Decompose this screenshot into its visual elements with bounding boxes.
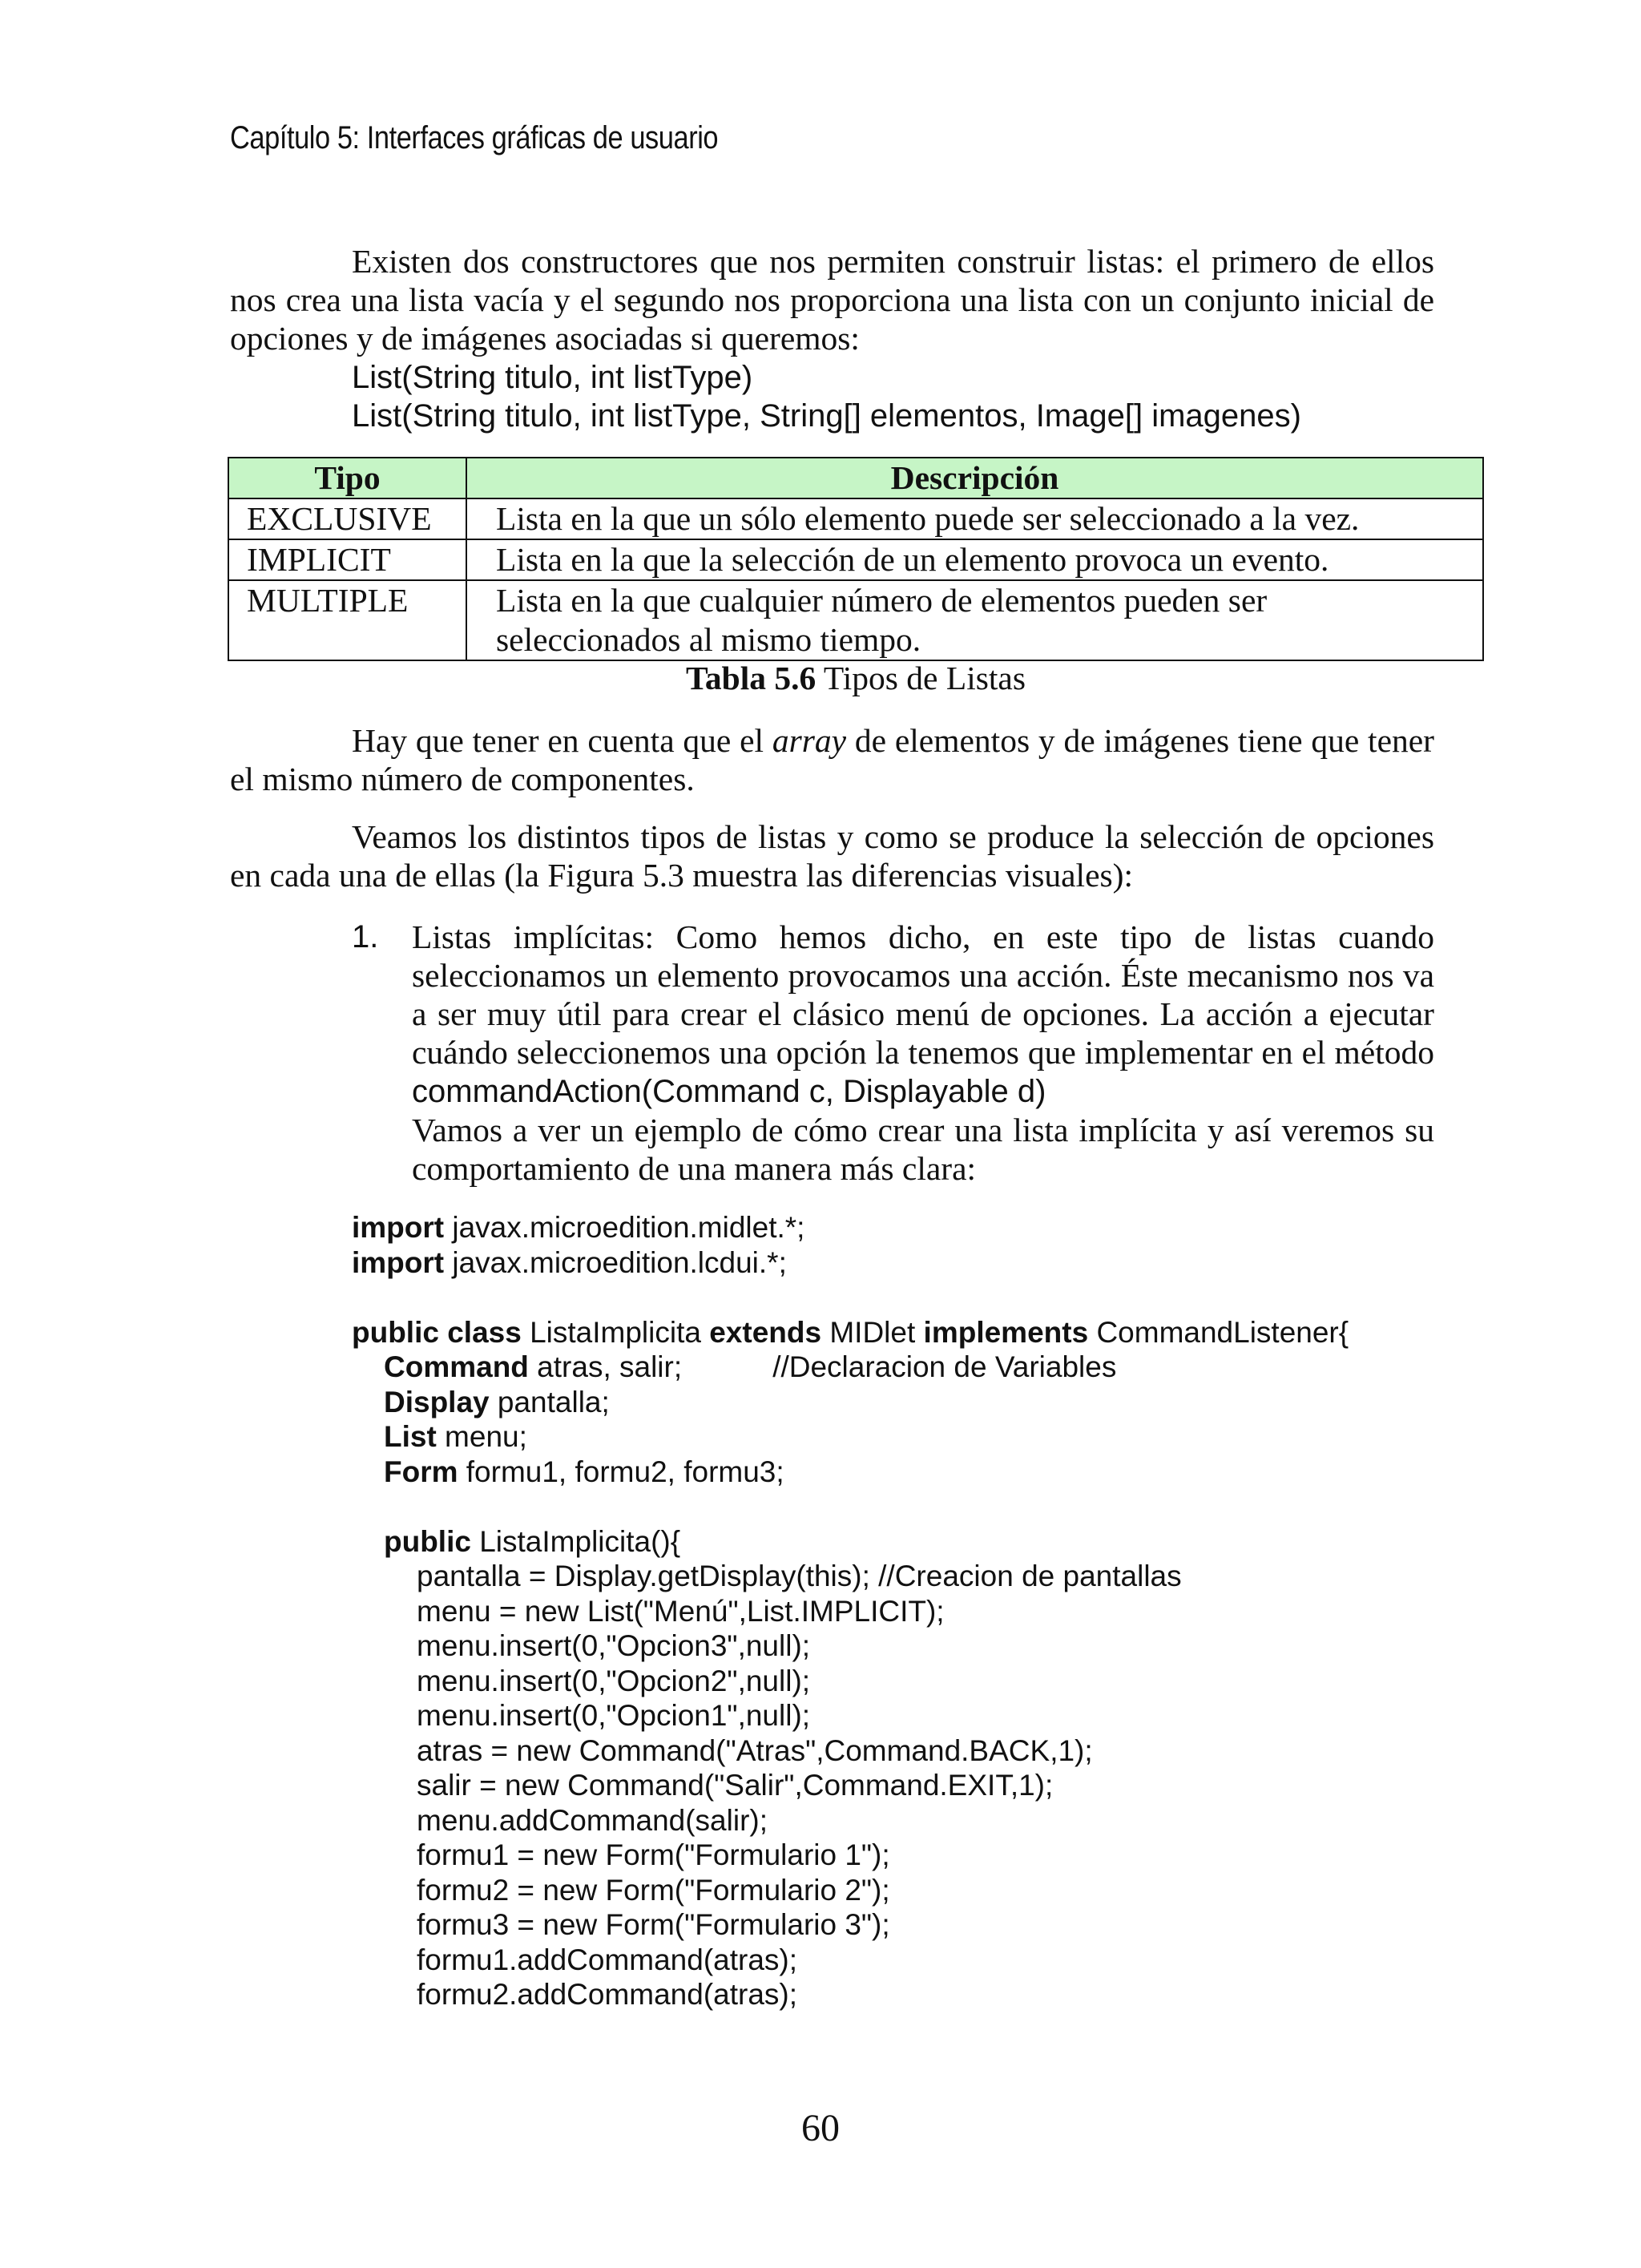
code-keyword: Form bbox=[384, 1455, 458, 1488]
list-item-body bbox=[412, 918, 1434, 1188]
list-item-number: 1. bbox=[352, 919, 379, 954]
code-keyword: Command bbox=[384, 1350, 529, 1383]
code-keyword: import bbox=[352, 1211, 445, 1244]
running-header: Capítulo 5: Interfaces gráficas de usuario bbox=[230, 120, 719, 155]
code-line: pantalla = Display.getDisplay(this); //Creacion de pantallas bbox=[417, 1560, 1182, 1592]
code-line: menu.insert(0,"Opcion1",null); bbox=[417, 1699, 811, 1732]
table-caption bbox=[228, 659, 1484, 697]
code-text: formu1, formu2, formu3; bbox=[458, 1455, 784, 1488]
code-text: javax.microedition.midlet.*; bbox=[444, 1211, 805, 1244]
code-line bbox=[352, 1524, 1349, 1560]
code-line: formu1.addCommand(atras); bbox=[417, 1943, 798, 1976]
array-note-paragraph bbox=[230, 721, 1434, 798]
code-keyword: import bbox=[352, 1245, 445, 1279]
code-keyword: public class bbox=[352, 1315, 522, 1349]
code-line bbox=[352, 1210, 1349, 1245]
code-line bbox=[352, 1350, 1349, 1385]
table-caption-label: Tabla 5.6 bbox=[686, 660, 816, 696]
code-text: pantalla; bbox=[489, 1385, 610, 1419]
code-text: CommandListener{ bbox=[1088, 1315, 1349, 1349]
method-signature: commandAction(Command c, Displayable d) bbox=[412, 1074, 1046, 1109]
table-row bbox=[228, 539, 1483, 580]
code-line bbox=[352, 1385, 1349, 1420]
code-keyword: List bbox=[384, 1420, 437, 1453]
code-listing bbox=[352, 1210, 1349, 2012]
code-keyword: extends bbox=[709, 1315, 822, 1349]
code-text: ListaImplicita(){ bbox=[470, 1524, 681, 1558]
code-blank-line bbox=[352, 1280, 1349, 1315]
array-note-after: de elementos y de imágenes tiene que tener el mismo número de componentes. bbox=[230, 722, 1435, 797]
code-line: salir = new Command("Salir",Command.EXIT,1); bbox=[417, 1769, 1054, 1802]
code-blank-line bbox=[352, 1489, 1349, 1524]
table-row bbox=[228, 580, 1483, 660]
code-keyword: Display bbox=[384, 1385, 490, 1419]
table-header-row bbox=[228, 458, 1483, 498]
code-line bbox=[352, 1455, 1349, 1490]
constructor-signature-2: List(String titulo, int listType, String[] elementos, Image[] imagenes) bbox=[352, 398, 1301, 434]
list-item-text: Listas implícitas: Como hemos dicho, en este tipo de listas cuando seleccionamos un elemento provocamos una acción. Éste mecanismo nos va a ser muy útil para crear el clásico menú de opciones. La acción a ejecutar cuándo seleccionemos una opción la tenemos que implementar en el método bbox=[412, 918, 1434, 1071]
table-header-tipo: Tipo bbox=[228, 458, 466, 498]
table-cell-tipo: IMPLICIT bbox=[228, 539, 466, 580]
code-line bbox=[352, 1245, 1349, 1281]
list-types-table bbox=[228, 457, 1484, 661]
table-cell-descripcion: Lista en la que cualquier número de elementos pueden ser seleccionados al mismo tiempo. bbox=[466, 580, 1483, 660]
code-line: menu = new List("Menú",List.IMPLICIT); bbox=[417, 1594, 945, 1628]
table-cell-tipo: EXCLUSIVE bbox=[228, 498, 466, 539]
table-caption-text: Tipos de Listas bbox=[816, 660, 1026, 696]
array-note-before: Hay que tener en cuenta que el bbox=[352, 722, 772, 759]
code-keyword: public bbox=[384, 1524, 471, 1558]
code-line: formu3 = new Form("Formulario 3"); bbox=[417, 1908, 890, 1941]
table-cell-descripcion: Lista en la que la selección de un elemento provoca un evento. bbox=[466, 539, 1483, 580]
code-line: atras = new Command("Atras",Command.BACK,1); bbox=[417, 1733, 1093, 1767]
table-header-descripcion: Descripción bbox=[466, 458, 1483, 498]
code-line: formu2 = new Form("Formulario 2"); bbox=[417, 1873, 890, 1907]
code-line: menu.addCommand(salir); bbox=[417, 1803, 768, 1837]
table-row bbox=[228, 498, 1483, 539]
code-text: javax.microedition.lcdui.*; bbox=[444, 1245, 787, 1279]
code-line: menu.insert(0,"Opcion3",null); bbox=[417, 1629, 811, 1662]
code-text: menu; bbox=[436, 1420, 527, 1453]
code-text: MIDlet bbox=[821, 1315, 924, 1349]
code-text: ListaImplicita bbox=[521, 1315, 710, 1349]
types-intro-paragraph: Veamos los distintos tipos de listas y como se produce la selección de opciones en cada una de ellas (la Figura 5.3 muestra las diferencias visuales): bbox=[230, 818, 1434, 894]
intro-paragraph: Existen dos constructores que nos permiten construir listas: el primero de ellos nos crea una lista vacía y el segundo nos proporciona una lista con un conjunto inicial de opciones y de imágenes asociadas si queremos: bbox=[230, 243, 1434, 357]
list-item-text-2: Vamos a ver un ejemplo de cómo crear una lista implícita y así veremos su comportamiento de una manera más clara: bbox=[412, 1112, 1434, 1187]
constructor-signature-1: List(String titulo, int listType) bbox=[352, 360, 753, 395]
code-line: formu1 = new Form("Formulario 1"); bbox=[417, 1838, 890, 1871]
code-text: atras, salir; //Declaracion de Variables bbox=[528, 1350, 1117, 1383]
table-cell-descripcion: Lista en la que un sólo elemento puede ser seleccionado a la vez. bbox=[466, 498, 1483, 539]
code-keyword: implements bbox=[923, 1315, 1089, 1349]
code-line bbox=[352, 1419, 1349, 1455]
code-line: menu.insert(0,"Opcion2",null); bbox=[417, 1664, 811, 1697]
page-number: 60 bbox=[801, 2107, 840, 2149]
code-line: formu2.addCommand(atras); bbox=[417, 1978, 798, 2011]
array-note-italic: array bbox=[772, 722, 847, 759]
table-cell-tipo: MULTIPLE bbox=[228, 580, 466, 660]
code-line bbox=[352, 1315, 1349, 1350]
